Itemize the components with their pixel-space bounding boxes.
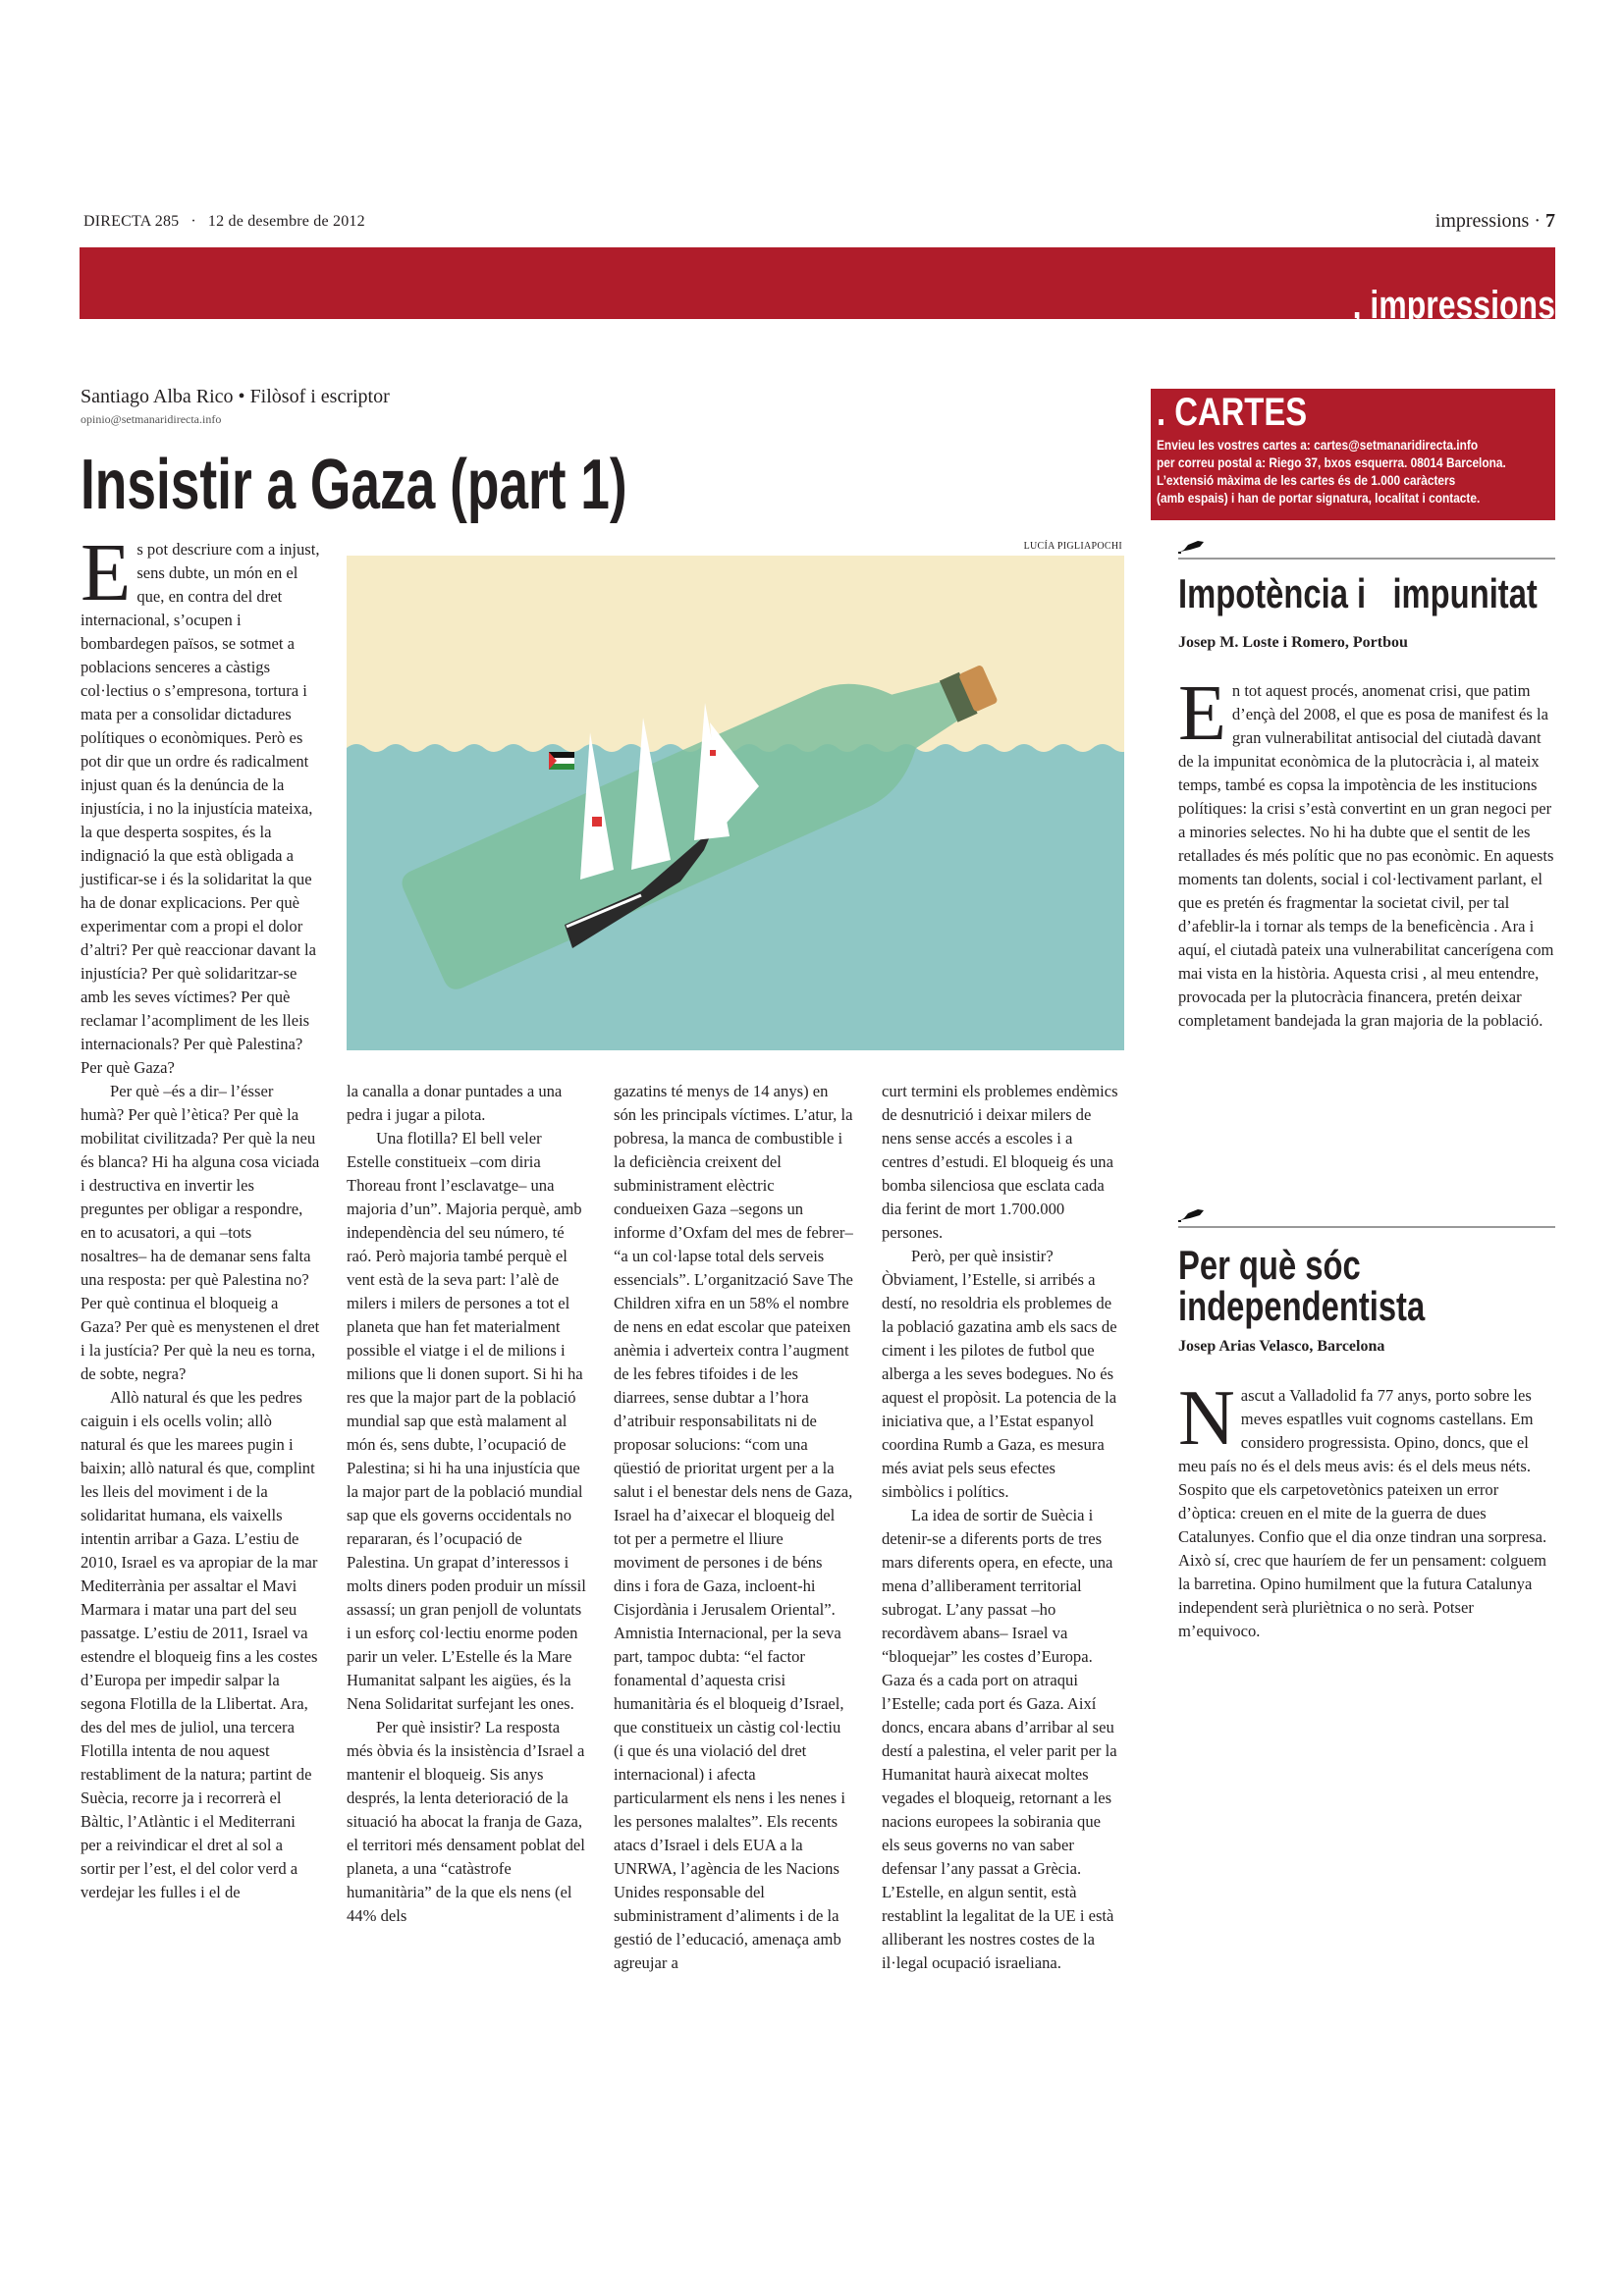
page-number: 7 [1545, 210, 1555, 232]
folio-separator: · [1534, 210, 1541, 232]
drop-cap: E [81, 527, 132, 618]
cartes-line: (amb espais) i han de portar signatura, localitat i contacte. [1157, 490, 1481, 506]
paragraph: Per què –és a dir– l’ésser humà? Per què l’ètica? Per què la mobilitat civilitzada? Per què la neu és blanca? Hi ha alguna cosa viciada i destructiva en invertir les preguntes per obligar a respondre, en to acusatori, a qui –tots nosaltres– ha de demanar sens falta una resposta: per què Palestina no? Per què continua el bloqueig a Gaza? Per què es menystenen el dret i la justícia? Per què la neu es torna, de sobte, negra? [81, 1082, 320, 1383]
illustration-bottle-ship [347, 556, 1124, 1050]
paragraph: gazatins té menys de 14 anys) en són les principals víctimes. L’atur, la pobresa, la manca de combustible i la deficiència creixent del subministrament elèctric condueixen Gaza –segons un informe d’Oxfam del mes de febrer– “a un col·lapse total dels serveis essencials”. L’organització Save The Children xifra en un 58% el nombre de nens en edat escolar que pateixen anèmia i adverteix contra l’augment de les febres tifoides i de les diarrees, sense dubtar a l’hora d’atribuir responsabilitats ni de proposar solucions: “com una qüestió de prioritat urgent per a la salut i el benestar dels nens de Gaza, Israel ha d’aixecar el bloqueig del tot per a permetre el lliure moviment de persones i de béns dins i fora de Gaza, incloent-hi Cisjordània i Jerusalem Oriental”. Amnistia Internacional, per la seva part, tampoc dubta: “el factor fonamental d’aquesta crisi humanitària és el bloqueig d’Israel, que constitueix un càstig col·lectiu (i que és una violació del dret internacional) i afecta particularment els nens i les nenes i les persones malaltes”. Els recents atacs d’Israel i dels EUA a la UNRWA, l’agència de les Nacions Unides responsable del subministrament d’aliments i de la gestió de l’educació, amenaça amb agreujar a [614, 1082, 853, 1972]
paragraph: la canalla a donar puntades a una pedra i jugar a pilota. [347, 1082, 563, 1124]
folio-separator: · [190, 213, 196, 230]
publication-date: 12 de desembre de 2012 [207, 213, 365, 230]
drop-cap: E [1178, 670, 1226, 757]
letter-title-line: Per què sóc [1178, 1242, 1361, 1288]
article-author: Santiago Alba Rico • Filòsof i escriptor [81, 386, 390, 407]
paragraph: Allò natural és que les pedres caiguin i els ocells volin; allò natural és que les marees pugin i baixin; allò natural és que, complint les lleis del moviment i de la solidaritat humana, els vaixells intentin arribar a Gaza. L’estiu de 2010, Israel es va apropiar de la mar Mediterrània per assaltar el Mavi Marmara i matar una part del seu passatge. L’estiu de 2011, Israel va estendre el bloqueig fins a les costes d’Europa per impedir salpar la segona Flotilla de la Llibertat. Ara, des del mes de juliol, una tercera Flotilla intenta de nou aquest restabliment de la natura; partint de Suècia, recorre ja i recorrerà el Bàltic, l’Atlàntic i el Mediterrani per a reivindicar el dret al sol a sortir per l’est, el del color verd a verdejar les fulles i el de [81, 1388, 318, 1901]
paragraph: s pot descriure com a injust, sens dubte, un món en el que, en contra del dret internacional, s’ocupen i bombardegen països, se sotmet a poblacions senceres a càstigs col·lectius o s’empresona, tortura i mata per a consolidar dictadures polítiques o econòmiques. Però es pot dir que un ordre és radicalment injust quan és la denúncia de la injustícia, i no la injustícia mateixa, la que desperta sospites, és la indignació la que està obligada a justificar-se i és la solidaritat la que ha de donar explicacions. Per què experimentar com a propi el dolor d’altri? Per què reaccionar davant la injustícia? Per què solidaritzar-se amb les seves víctimes? Per què reclamar l’acompliment de les lleis internacionals? Per què Palestina? Per què Gaza? [81, 540, 320, 1077]
letter-title: Impotència i impunitat [1178, 570, 1538, 616]
divider [1178, 558, 1555, 560]
paragraph: La idea de sortir de Suècia i detenir-se a diferents ports de tres mars diferents opera, en efecte, una mena d’alliberament territorial subrogat. L’any passat –ho recordàvem abans– Israel va “bloquejar” les costes d’Europa. Gaza és a cada port on atraqui l’Estelle; cada port és Gaza. Així doncs, encara abans d’arribar al seu destí a palestina, el veler parit per la Humanitat haurà aixecat moltes vegades el bloqueig, retornant a les nacions europees la sobirania que els seus governs no van saber defensar l’any passat a Grècia. L’Estelle, en algun sentit, està restablint la legalitat de la UE i està alliberant les nostres costes de la il·legal ocupació israeliana. [882, 1506, 1117, 1972]
pen-icon [1178, 1206, 1206, 1222]
letter-byline: Josep M. Loste i Romero, Portbou [1178, 634, 1408, 651]
paragraph: Per què insistir? La resposta més òbvia és la insistència d’Israel a mantenir el bloqueig. Sis anys després, la lenta deterioració de la situació ha abocat la franja de Gaza, el territori més densament poblat del planeta, a una “catàstrofe humanitària” de la que els nens (el 44% dels [347, 1718, 585, 1925]
letter-body [1178, 1375, 1557, 1643]
article-title: Insistir a Gaza (part 1) [81, 446, 627, 524]
article-column-1 [81, 527, 320, 1904]
cartes-title: . CARTES [1157, 391, 1308, 434]
pen-icon [1178, 538, 1206, 554]
cartes-line: L’extensió màxima de les cartes és de 1.000 caràcters [1157, 472, 1456, 488]
letter-title-line: independentista [1178, 1283, 1426, 1329]
letter-byline: Josep Arias Velasco, Barcelona [1178, 1338, 1385, 1355]
folio-left [83, 213, 365, 231]
cartes-box [1151, 389, 1555, 520]
folio-right [1435, 210, 1555, 233]
palestinian-flag [549, 752, 574, 770]
divider [1178, 1226, 1555, 1228]
letter-title [1178, 1242, 1426, 1329]
paragraph: curt termini els problemes endèmics de desnutrició i deixar milers de nens sense accés a escoles i a centres d’estudi. El bloqueig és una bomba silenciosa que esclata cada dia ferint de mort 1.700.000 persones. [882, 1082, 1118, 1242]
section-band-label: , impressions [1352, 284, 1555, 327]
drop-cap: N [1178, 1375, 1235, 1462]
letter-body [1178, 670, 1557, 1033]
cartes-instructions [1157, 436, 1549, 507]
paragraph: Però, per què insistir? Òbviament, l’Estelle, si arribés a destí, no resoldria els problemes de la població gazatina amb els sacs de ciment i les pilotes de futbol que alberga a les seves bodegues. No és aquest el propòsit. La potencia de la iniciativa que, a l’Estat espanyol coordina Rumb a Gaza, es mesura més aviat pels seus efectes simbòlics i polítics. [882, 1247, 1117, 1501]
section-name: impressions [1434, 210, 1530, 232]
image-credit: LUCÍA PIGLIAPOCHI [1023, 541, 1122, 552]
paragraph: n tot aquest procés, anomenat crisi, que patim d’ençà del 2008, el que es posa de manifest és la gran vulnerabilitat antisocial del ciutadà davant de la impunitat econòmica de la plutocràcia i, al mateix temps, també es copsa la impotència de les institucions polítiques: la crisi s’està convertint en un gran negoci per a minories selectes. No hi ha dubte que el sentit de les retallades és més polític que no pas econòmic. En aquests moments tan dolents, social i col·lectivament parlant, el que es pretén és fragmentar la societat civil, per tal d’afeblir-la i tornar als temps de la beneficència . Ara i aquí, el ciutadà pateix una vulnerabilitat cancerígena com mai vista en la història. Aquesta crisi , al meu entendre, provocada per la plutocràcia financera, pretén deixar completament bandejada la gran majoria de la població. [1178, 681, 1554, 1030]
article-column-2 [347, 1080, 586, 1928]
section-band [80, 247, 1555, 327]
author-role: Filòsof i escriptor [249, 386, 390, 407]
author-email[interactable]: opinio@setmanaridirecta.info [81, 412, 222, 426]
cartes-line: per correu postal a: Riego 37, bxos esquerra. 08014 Barcelona. [1157, 454, 1506, 470]
publication-issue: DIRECTA 285 [83, 213, 180, 230]
cartes-line: Envieu les vostres cartes a: cartes@setmanaridirecta.info [1157, 437, 1479, 453]
author-name: Santiago Alba Rico [81, 386, 234, 407]
paragraph: ascut a Valladolid fa 77 anys, porto sobre les meves espatlles vuit cognoms castellans. Em considero progressista. Opino, doncs, que el meu país no és el dels meus avis: és el dels meus néts. Sospito que els carpetovetònics pateixen un error d’òptica: creuen en el mite de la guerra de dues Catalunyes. Confio que el dia onze tindran una sorpresa. Això sí, crec que hauríem de fer un pensament: colguem la barretina. Opino humilment que la futura Catalunya independent serà pluriètnica o no serà. Potser m’equivoco. [1178, 1386, 1547, 1640]
article-column-3 [614, 1080, 853, 1975]
paragraph: Una flotilla? El bell veler Estelle constitueix –com diria Thoreau front l’esclavatge– una majoria d’un”. Majoria perquè, amb independència del seu número, té raó. Però majoria també perquè el vent està de la seva part: l’alè de milers i milers de persones a tot el planeta que han fet materialment possible el viatge i el de milions i milions que li donen suport. Si hi ha res que la major part de la població mundial sap que està malament al món és, sens dubte, l’ocupació de Palestina; si hi ha una injustícia que la major part de la població mundial sap que els governs occidentals no repararan, és l’ocupació de Palestina. Un grapat d’interessos i molts diners poden produir un míssil assassí; un gran penjoll de voluntats i un esforç col·lectiu enorme poden parir un veler. L’Estelle és la Mare Humanitat salpant les aigües, és la Nena Solidaritat surfejant les ones. [347, 1129, 586, 1713]
article-column-4 [882, 1080, 1121, 1975]
